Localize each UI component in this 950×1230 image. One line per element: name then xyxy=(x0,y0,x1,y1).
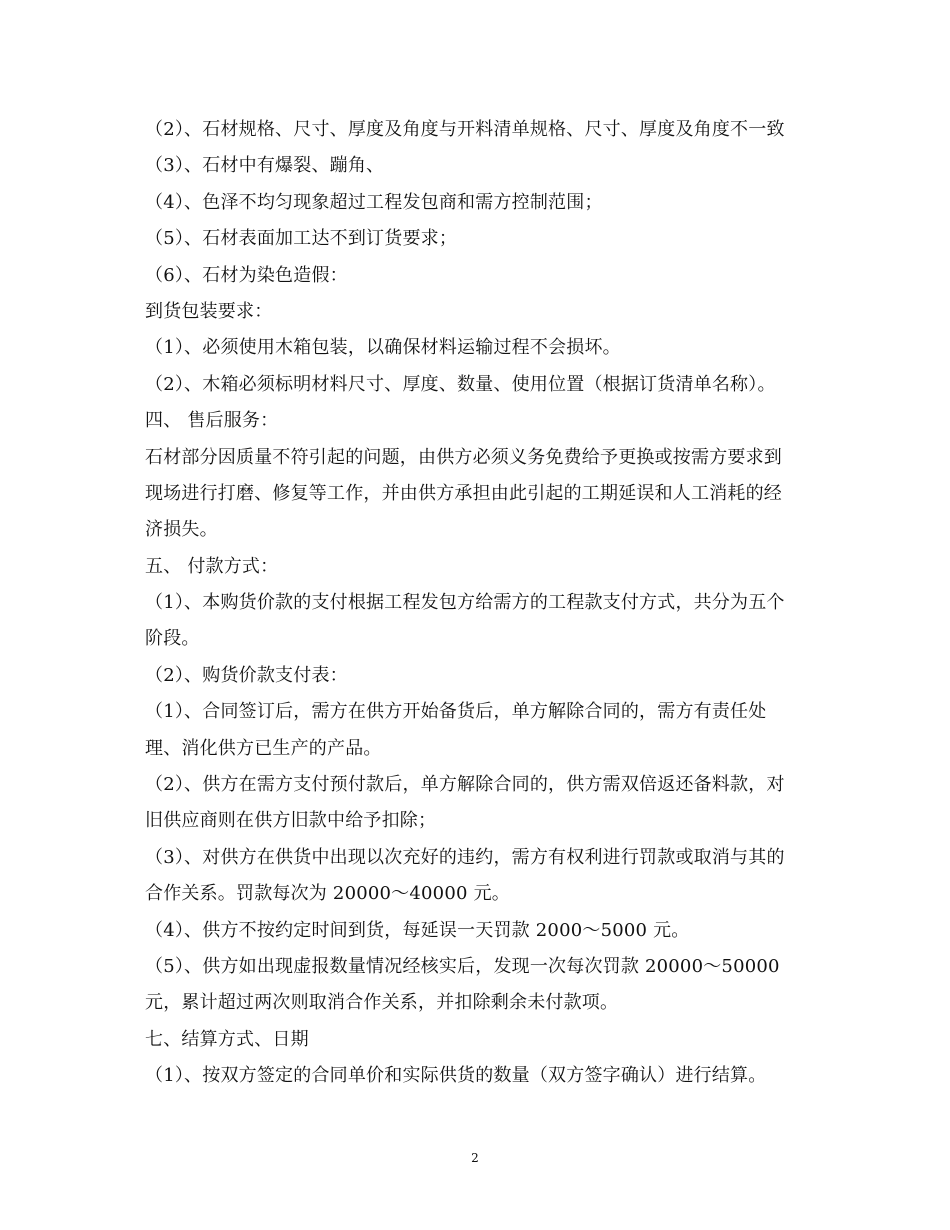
text-line: （2）、木箱必须标明材料尺寸、厚度、数量、使用位置（根据订货清单名称）。 xyxy=(145,373,776,395)
text-line: （3）、石材中有爆裂、蹦角、 xyxy=(145,155,385,177)
text-line: （2）、供方在需方支付预付款后，单方解除合同的，供方需双倍返还备料款，对 xyxy=(145,774,785,796)
text-line: （2）、购货价款支付表： xyxy=(145,664,348,686)
text-line: （1）、合同签订后，需方在供方开始备货后，单方解除合同的，需方有责任处 xyxy=(145,701,767,723)
text-line: 阶段。 xyxy=(145,628,200,650)
text-line: （6）、石材为染色造假： xyxy=(145,264,348,286)
text-line: 石材部分因质量不符引起的问题，由供方必须义务免费给予更换或按需方要求到 xyxy=(145,446,782,468)
section-heading: 五、 付款方式： xyxy=(145,555,279,577)
text-line: （5）、石材表面加工达不到订货要求； xyxy=(145,228,458,250)
text-line: 合作关系。罚款每次为 20000～40000 元。 xyxy=(145,883,510,905)
text-line: （3）、对供方在供货中出现以次充好的违约，需方有权利进行罚款或取消与其的 xyxy=(145,846,785,868)
page-number: 2 xyxy=(471,1151,479,1165)
section-heading: 七、结算方式、日期 xyxy=(145,1028,309,1050)
text-line: 理、消化供方已生产的产品。 xyxy=(145,737,382,759)
text-line: （1）、本购货价款的支付根据工程发包方给需方的工程款支付方式，共分为五个 xyxy=(145,592,785,614)
text-line: （4）、供方不按约定时间到货，每延误一天罚款 2000～5000 元。 xyxy=(145,919,690,941)
document-body xyxy=(145,112,815,1095)
text-line: （5）、供方如出现虚报数量情况经核实后，发现一次每次罚款 20000～50000 xyxy=(145,955,780,977)
text-line: （2）、石材规格、尺寸、厚度及角度与开料清单规格、尺寸、厚度及角度不一致 xyxy=(145,119,785,140)
section-heading: 四、 售后服务： xyxy=(145,410,279,432)
text-line: （4）、色泽不均匀现象超过工程发包商和需方控制范围； xyxy=(145,191,603,213)
text-line: 济损失。 xyxy=(145,519,218,541)
text-line: （1）、按双方签定的合同单价和实际供货的数量（双方签字确认）进行结算。 xyxy=(145,1065,767,1087)
text-line: 现场进行打磨、修复等工作，并由供方承担由此引起的工期延误和人工消耗的经 xyxy=(145,482,782,504)
section-heading: 到货包装要求： xyxy=(145,300,273,322)
text-line: 旧供应商则在供方旧款中给予扣除； xyxy=(145,810,437,832)
text-line: （1）、必须使用木箱包装，以确保材料运输过程不会损坏。 xyxy=(145,337,621,359)
text-line: 元，累计超过两次则取消合作关系，并扣除剩余未付款项。 xyxy=(145,992,619,1014)
